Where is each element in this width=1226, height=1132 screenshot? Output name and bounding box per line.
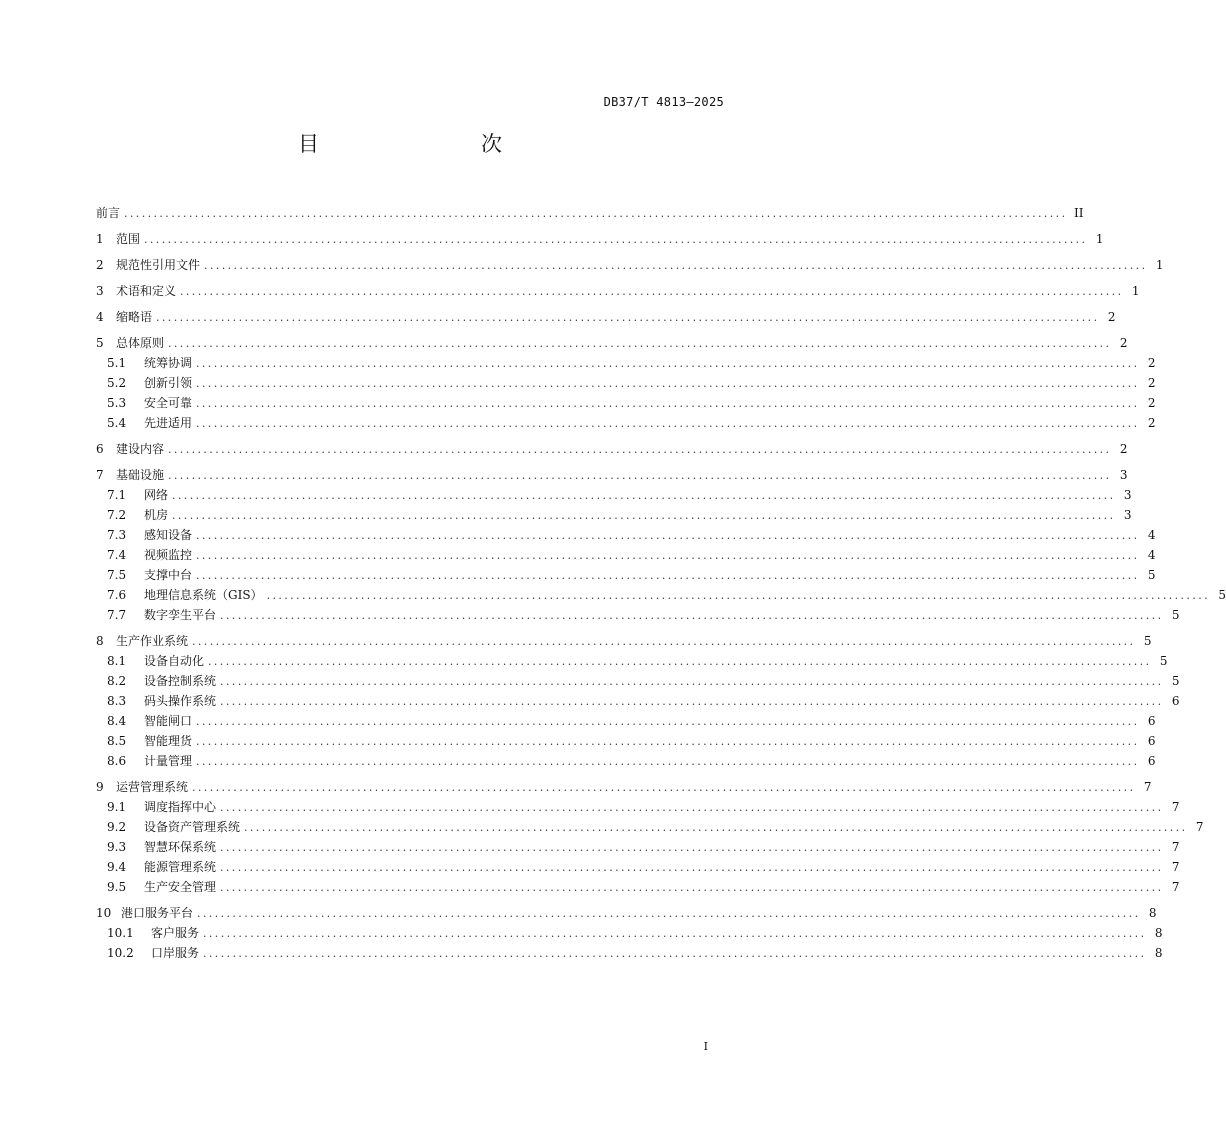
toc-entry[interactable]: [96, 837, 1180, 857]
toc-entry[interactable]: [96, 255, 1164, 275]
toc-entry-title: 范围: [116, 232, 141, 246]
dot-leader: ................................................................................................................................................................: [196, 569, 1140, 582]
toc-entry-page: 2: [1147, 416, 1156, 430]
toc-entry-page: 5: [1171, 608, 1180, 622]
toc-entry-number: 7.3: [107, 528, 127, 542]
toc-entry-title: 运营管理系统: [116, 780, 189, 794]
dot-leader: ................................................................................................................................................................: [192, 781, 1136, 794]
toc-entry-number: 7.4: [107, 548, 127, 562]
toc-entry[interactable]: [96, 751, 1156, 771]
toc-entry-page: 7: [1171, 840, 1180, 854]
toc-entry[interactable]: [96, 413, 1156, 433]
toc-entry-page: 7: [1195, 820, 1204, 834]
toc-entry[interactable]: [96, 307, 1116, 327]
toc-entry-title: 生产安全管理: [144, 880, 217, 894]
dot-leader: ................................................................................................................................................................: [168, 469, 1112, 482]
toc-entry-page: 7: [1171, 880, 1180, 894]
toc-entry-page: 6: [1147, 734, 1156, 748]
toc-entry-page: 4: [1147, 528, 1156, 542]
dot-leader: ................................................................................................................................................................: [172, 509, 1116, 522]
toc-entry-title: 总体原则: [116, 336, 165, 350]
toc-entry-title: 术语和定义: [116, 284, 177, 298]
toc-entry-page: II: [1073, 206, 1084, 220]
toc-entry-title: 安全可靠: [144, 396, 193, 410]
toc-entry-page: 8: [1154, 926, 1163, 940]
toc-entry-number: 8.3: [107, 694, 127, 708]
toc-entry-title: 码头操作系统: [144, 694, 217, 708]
dot-leader: ................................................................................................................................................................: [204, 259, 1148, 272]
toc-entry-page: 5: [1143, 634, 1152, 648]
toc-entry-title: 生产作业系统: [116, 634, 189, 648]
toc-entry-page: 3: [1119, 468, 1128, 482]
toc-entry[interactable]: [96, 203, 1084, 223]
toc-entry-title: 调度指挥中心: [144, 800, 217, 814]
toc-entry-number: 7: [96, 468, 104, 482]
dot-leader: ................................................................................................................................................................: [156, 311, 1100, 324]
toc-entry-page: 8: [1154, 946, 1163, 960]
toc-entry-number: 9.1: [107, 800, 127, 814]
toc-entry-number: 8: [96, 634, 104, 648]
dot-leader: ................................................................................................................................................................: [203, 947, 1147, 960]
toc-entry[interactable]: [96, 525, 1156, 545]
page-number: I: [703, 1040, 708, 1053]
toc-entry-page: 3: [1123, 488, 1132, 502]
toc-entry-number: 2: [96, 258, 104, 272]
toc-entry-page: 1: [1095, 232, 1104, 246]
toc-entry-number: 5.2: [107, 376, 127, 390]
toc-entry[interactable]: [96, 439, 1128, 459]
toc-entry[interactable]: [96, 857, 1180, 877]
toc-entry-number: 8.5: [107, 734, 127, 748]
dot-leader: ................................................................................................................................................................: [220, 609, 1164, 622]
toc-entry-page: 2: [1119, 442, 1128, 456]
dot-leader: ................................................................................................................................................................: [196, 377, 1140, 390]
dot-leader: ................................................................................................................................................................: [203, 927, 1147, 940]
toc-entry-page: 2: [1147, 376, 1156, 390]
toc-entry-number: 9.5: [107, 880, 127, 894]
toc-entry-title: 前言: [96, 206, 121, 220]
toc-entry[interactable]: [96, 817, 1204, 837]
toc-entry-number: 10.2: [107, 946, 134, 960]
dot-leader: ................................................................................................................................................................: [266, 589, 1211, 602]
dot-leader: ................................................................................................................................................................: [220, 861, 1164, 874]
toc-entry[interactable]: [96, 711, 1156, 731]
toc-entry[interactable]: [96, 281, 1140, 301]
toc-entry[interactable]: [96, 545, 1156, 565]
toc-entry-title: 机房: [144, 508, 169, 522]
toc-entry-page: 2: [1107, 310, 1116, 324]
toc-entry-page: 7: [1171, 860, 1180, 874]
toc-entry-number: 7.2: [107, 508, 127, 522]
toc-entry[interactable]: [96, 797, 1180, 817]
dot-leader: ................................................................................................................................................................: [192, 635, 1136, 648]
toc-entry[interactable]: [96, 731, 1156, 751]
toc-entry-page: 5: [1171, 674, 1180, 688]
toc-entry-page: 6: [1171, 694, 1180, 708]
toc-entry[interactable]: [96, 605, 1180, 625]
toc-entry-page: 3: [1123, 508, 1132, 522]
toc-entry-page: 4: [1147, 548, 1156, 562]
toc-entry-number: 9.3: [107, 840, 127, 854]
dot-leader: ................................................................................................................................................................: [196, 357, 1140, 370]
toc-entry-page: 2: [1119, 336, 1128, 350]
toc-entry-title: 感知设备: [144, 528, 193, 542]
toc-entry-number: 7.6: [107, 588, 127, 602]
toc-entry[interactable]: [96, 505, 1132, 525]
dot-leader: ................................................................................................................................................................: [196, 549, 1140, 562]
toc-entry-number: 5.1: [107, 356, 127, 370]
toc-entry-number: 8.4: [107, 714, 127, 728]
toc-entry-page: 8: [1148, 906, 1157, 920]
toc-entry[interactable]: [96, 465, 1128, 485]
toc-entry[interactable]: [96, 691, 1180, 711]
toc-entry-number: 5.4: [107, 416, 127, 430]
toc-entry-number: 3: [96, 284, 104, 298]
toc-entry-title: 客户服务: [151, 926, 200, 940]
toc-entry-page: 5: [1147, 568, 1156, 582]
dot-leader: ................................................................................................................................................................: [172, 489, 1116, 502]
dot-leader: ................................................................................................................................................................: [220, 841, 1164, 854]
toc-entry-number: 8.6: [107, 754, 127, 768]
toc-entry-title: 设备控制系统: [144, 674, 217, 688]
toc-entry-page: 5: [1218, 588, 1226, 602]
toc-entry-number: 6: [96, 442, 104, 456]
toc-entry-title: 地理信息系统（GIS）: [144, 588, 263, 602]
toc-entry[interactable]: [96, 923, 1163, 943]
toc-entry[interactable]: [96, 373, 1156, 393]
toc-entry-page: 1: [1131, 284, 1140, 298]
toc-entry[interactable]: [96, 903, 1157, 923]
toc-entry-title: 基础设施: [116, 468, 165, 482]
toc-entry-number: 9.4: [107, 860, 127, 874]
dot-leader: ................................................................................................................................................................: [197, 907, 1141, 920]
dot-leader: ................................................................................................................................................................: [220, 675, 1164, 688]
dot-leader: ................................................................................................................................................................: [220, 695, 1164, 708]
dot-leader: ................................................................................................................................................................: [220, 881, 1164, 894]
toc-entry-number: 7.1: [107, 488, 127, 502]
toc-entry-title: 计量管理: [144, 754, 193, 768]
toc-entry-page: 7: [1171, 800, 1180, 814]
toc-entry-number: 8.1: [107, 654, 127, 668]
toc-entry-title: 智能闸口: [144, 714, 193, 728]
toc-entry-title: 数字孪生平台: [144, 608, 217, 622]
document-code: DB37/T 4813—2025: [603, 95, 724, 109]
toc-entry-title: 先进适用: [144, 416, 193, 430]
toc-entry-number: 4: [96, 310, 104, 324]
toc-entry-number: 10.1: [107, 926, 134, 940]
toc-entry-page: 5: [1159, 654, 1168, 668]
toc-entry-title: 设备自动化: [144, 654, 205, 668]
toc-entry-number: 10: [96, 906, 112, 920]
toc-entry-title: 建设内容: [116, 442, 165, 456]
toc-entry-page: 6: [1147, 714, 1156, 728]
toc-entry[interactable]: [96, 585, 1226, 605]
toc-entry-title: 智慧环保系统: [144, 840, 217, 854]
table-of-contents: [96, 203, 1226, 963]
toc-entry-title: 统筹协调: [144, 356, 193, 370]
toc-entry-number: 7.7: [107, 608, 127, 622]
toc-entry-title: 规范性引用文件: [116, 258, 201, 272]
toc-entry[interactable]: [96, 651, 1168, 671]
dot-leader: ................................................................................................................................................................: [124, 207, 1068, 220]
dot-leader: ................................................................................................................................................................: [196, 529, 1140, 542]
toc-entry-number: 9: [96, 780, 104, 794]
toc-entry-title: 智能理货: [144, 734, 193, 748]
toc-entry[interactable]: [96, 943, 1163, 963]
toc-entry-number: 5.3: [107, 396, 127, 410]
toc-entry-title: 支撑中台: [144, 568, 193, 582]
toc-entry-title: 视频监控: [144, 548, 193, 562]
toc-entry-page: 6: [1147, 754, 1156, 768]
toc-entry-page: 2: [1147, 356, 1156, 370]
toc-entry[interactable]: [96, 485, 1132, 505]
toc-entry-number: 7.5: [107, 568, 127, 582]
toc-entry[interactable]: [96, 393, 1156, 413]
dot-leader: ................................................................................................................................................................: [180, 285, 1124, 298]
toc-entry-title: 网络: [144, 488, 169, 502]
toc-entry-page: 2: [1147, 396, 1156, 410]
dot-leader: ................................................................................................................................................................: [196, 755, 1140, 768]
toc-entry[interactable]: [96, 671, 1180, 691]
dot-leader: ................................................................................................................................................................: [144, 233, 1088, 246]
toc-entry-title: 港口服务平台: [121, 906, 194, 920]
toc-entry[interactable]: [96, 777, 1152, 797]
toc-entry-number: 9.2: [107, 820, 127, 834]
toc-entry[interactable]: [96, 631, 1152, 651]
dot-leader: ................................................................................................................................................................: [244, 821, 1188, 834]
toc-entry-number: 8.2: [107, 674, 127, 688]
toc-entry-page: 1: [1155, 258, 1164, 272]
dot-leader: ................................................................................................................................................................: [196, 417, 1140, 430]
toc-entry[interactable]: [96, 353, 1156, 373]
toc-entry-number: 5: [96, 336, 104, 350]
dot-leader: ................................................................................................................................................................: [220, 801, 1164, 814]
toc-entry-number: 1: [96, 232, 104, 246]
dot-leader: ................................................................................................................................................................: [208, 655, 1152, 668]
dot-leader: ................................................................................................................................................................: [196, 397, 1140, 410]
toc-entry-title: 创新引领: [144, 376, 193, 390]
toc-entry[interactable]: [96, 333, 1128, 353]
toc-entry-page: 7: [1143, 780, 1152, 794]
toc-entry[interactable]: [96, 565, 1156, 585]
page-title: 目 次: [298, 132, 542, 156]
toc-entry[interactable]: [96, 229, 1104, 249]
toc-entry[interactable]: [96, 877, 1180, 897]
dot-leader: ................................................................................................................................................................: [168, 443, 1112, 456]
dot-leader: ................................................................................................................................................................: [196, 735, 1140, 748]
toc-entry-title: 缩略语: [116, 310, 153, 324]
toc-entry-title: 设备资产管理系统: [144, 820, 241, 834]
toc-entry-title: 口岸服务: [151, 946, 200, 960]
dot-leader: ................................................................................................................................................................: [168, 337, 1112, 350]
toc-entry-title: 能源管理系统: [144, 860, 217, 874]
dot-leader: ................................................................................................................................................................: [196, 715, 1140, 728]
